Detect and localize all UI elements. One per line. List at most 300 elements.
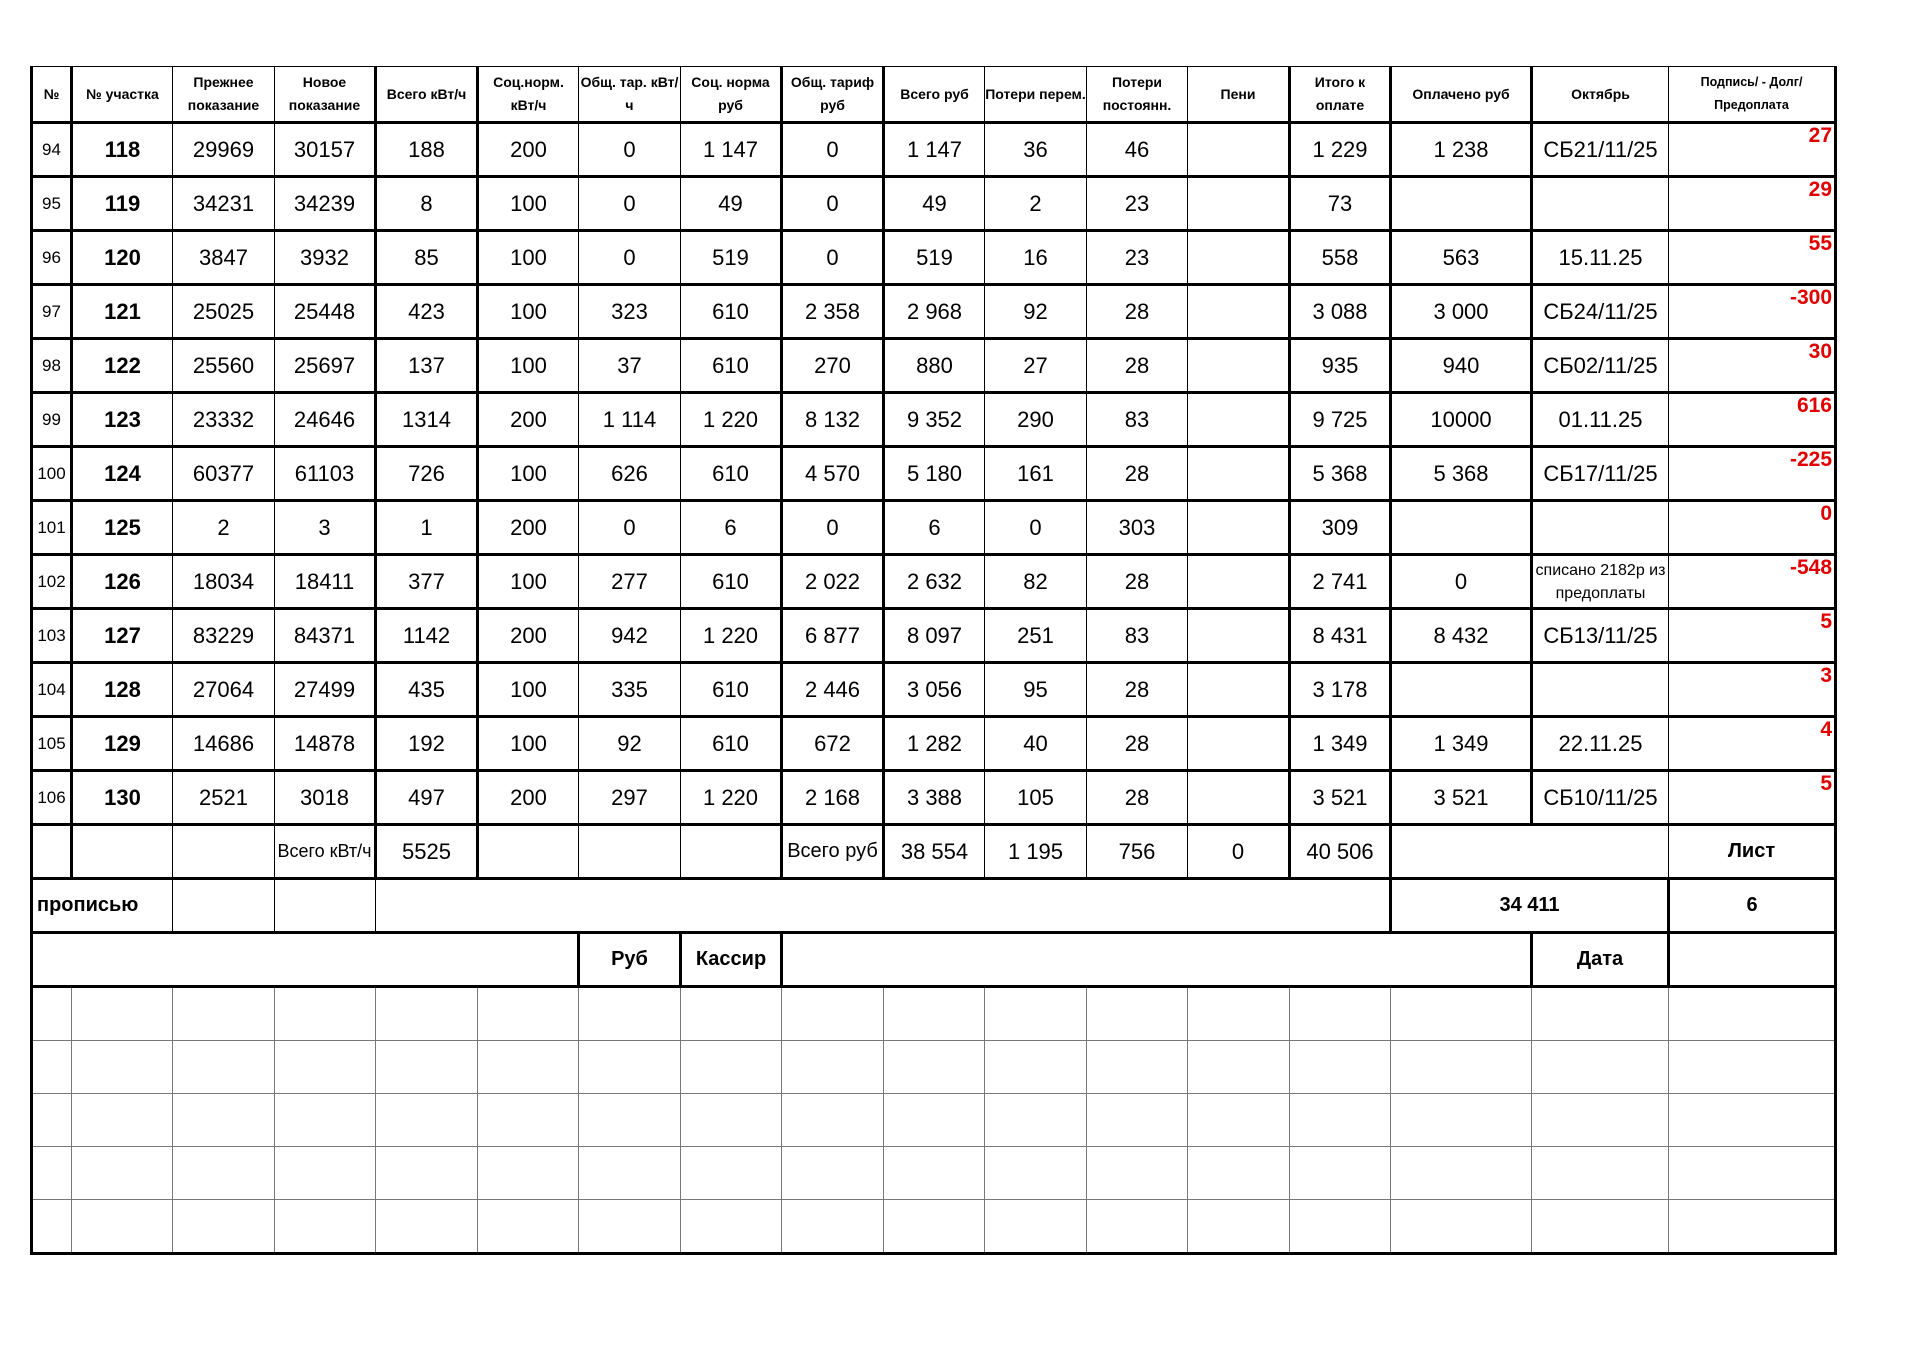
header-total-rub: Всего руб bbox=[884, 67, 985, 123]
total-rub-label: Всего руб bbox=[782, 825, 884, 879]
header-paid-rub: Оплачено руб bbox=[1391, 67, 1532, 123]
empty-cell bbox=[681, 1041, 782, 1094]
ledger-sheet bbox=[30, 66, 1837, 1255]
cell-total-to-pay: 3 521 bbox=[1290, 771, 1391, 825]
empty-cell bbox=[884, 1041, 985, 1094]
empty-cell bbox=[782, 987, 884, 1041]
cell-variable-losses: 161 bbox=[985, 447, 1087, 501]
cell-paid-rub bbox=[1391, 663, 1532, 717]
cell-total-rub: 519 bbox=[884, 231, 985, 285]
cashier-label: Кассир bbox=[681, 933, 782, 987]
cell-paid-rub: 8 432 bbox=[1391, 609, 1532, 663]
empty-cell bbox=[1669, 1147, 1836, 1200]
cell-previous-reading: 23332 bbox=[173, 393, 275, 447]
empty-cell bbox=[1290, 1094, 1391, 1147]
cell-total-to-pay: 3 178 bbox=[1290, 663, 1391, 717]
empty-cell bbox=[579, 987, 681, 1041]
cell-general-tariff-rub: 0 bbox=[782, 501, 884, 555]
cell-october-payment: списано 2182р из предоплаты bbox=[1532, 555, 1669, 609]
cell-new-reading: 27499 bbox=[275, 663, 376, 717]
total-kwh-value: 5525 bbox=[376, 825, 478, 879]
empty-cell bbox=[1391, 1147, 1532, 1200]
cell-paid-rub: 940 bbox=[1391, 339, 1532, 393]
header-variable-losses: Потери перем. bbox=[985, 67, 1087, 123]
header-social-norm-rub: Соц. норма руб bbox=[681, 67, 782, 123]
empty-cell bbox=[275, 1041, 376, 1094]
cell-social-norm-kwh: 200 bbox=[478, 771, 579, 825]
cell-previous-reading: 3847 bbox=[173, 231, 275, 285]
empty-cell bbox=[985, 987, 1087, 1041]
empty-cell bbox=[32, 1147, 72, 1200]
empty-cell bbox=[32, 987, 72, 1041]
table-row bbox=[32, 771, 1836, 825]
cell-total-kwh: 85 bbox=[376, 231, 478, 285]
cell-general-tariff-rub: 0 bbox=[782, 123, 884, 177]
cell-constant-losses: 23 bbox=[1087, 177, 1188, 231]
empty-grid-row bbox=[32, 1094, 1836, 1147]
cell-constant-losses: 28 bbox=[1087, 663, 1188, 717]
cell-general-tariff-rub: 0 bbox=[782, 231, 884, 285]
cell-row-number: 105 bbox=[32, 717, 72, 771]
empty-cell bbox=[1188, 1147, 1290, 1200]
cell-paid-rub: 1 238 bbox=[1391, 123, 1532, 177]
empty-cell bbox=[376, 1147, 478, 1200]
totals-row bbox=[32, 825, 1836, 879]
cell-debt-prepayment: 55 bbox=[1669, 231, 1836, 285]
in-words-field bbox=[376, 879, 1391, 933]
empty-cell bbox=[1669, 987, 1836, 1041]
cell-social-norm-rub: 610 bbox=[681, 555, 782, 609]
cell-debt-prepayment: 4 bbox=[1669, 717, 1836, 771]
cell-constant-losses: 46 bbox=[1087, 123, 1188, 177]
cell-social-norm-rub: 49 bbox=[681, 177, 782, 231]
table-row bbox=[32, 123, 1836, 177]
cell-total-kwh: 497 bbox=[376, 771, 478, 825]
cell-social-norm-kwh: 200 bbox=[478, 609, 579, 663]
cell-previous-reading: 18034 bbox=[173, 555, 275, 609]
cell-plot-number: 129 bbox=[72, 717, 173, 771]
empty-cell bbox=[275, 1147, 376, 1200]
empty-cell bbox=[1391, 987, 1532, 1041]
cell-total-to-pay: 309 bbox=[1290, 501, 1391, 555]
cell-row-number: 96 bbox=[32, 231, 72, 285]
cell-general-tariff-rub: 2 446 bbox=[782, 663, 884, 717]
cell-total-kwh: 188 bbox=[376, 123, 478, 177]
cell-constant-losses: 303 bbox=[1087, 501, 1188, 555]
cell-total-kwh: 726 bbox=[376, 447, 478, 501]
cell-social-norm-rub: 1 220 bbox=[681, 609, 782, 663]
empty-cell bbox=[32, 1200, 72, 1254]
header-october-payment: Октябрь bbox=[1532, 67, 1669, 123]
cell-october-payment: СБ02/11/25 bbox=[1532, 339, 1669, 393]
empty-cell bbox=[275, 987, 376, 1041]
cell-new-reading: 3932 bbox=[275, 231, 376, 285]
empty-cell bbox=[173, 1200, 275, 1254]
cell-general-tariff-rub: 2 168 bbox=[782, 771, 884, 825]
cell-social-norm-rub: 610 bbox=[681, 285, 782, 339]
empty-cell bbox=[275, 1200, 376, 1254]
empty-cell bbox=[376, 1200, 478, 1254]
empty-cell bbox=[478, 1200, 579, 1254]
cell-general-tariff-kwh: 0 bbox=[579, 501, 681, 555]
cell-variable-losses: 105 bbox=[985, 771, 1087, 825]
cell-constant-losses: 28 bbox=[1087, 285, 1188, 339]
cell-constant-losses: 83 bbox=[1087, 609, 1188, 663]
cell-total-rub: 8 097 bbox=[884, 609, 985, 663]
cell-general-tariff-kwh: 0 bbox=[579, 177, 681, 231]
empty-cell bbox=[376, 1041, 478, 1094]
cell-paid-rub: 563 bbox=[1391, 231, 1532, 285]
cell-social-norm-rub: 519 bbox=[681, 231, 782, 285]
cell-variable-losses: 95 bbox=[985, 663, 1087, 717]
words-cell bbox=[275, 879, 376, 933]
cell-penalty bbox=[1188, 555, 1290, 609]
empty-cell bbox=[1188, 1200, 1290, 1254]
cell-penalty bbox=[1188, 123, 1290, 177]
cell-total-rub: 1 147 bbox=[884, 123, 985, 177]
cell-social-norm-rub: 6 bbox=[681, 501, 782, 555]
cell-total-kwh: 1314 bbox=[376, 393, 478, 447]
cell-total-to-pay: 1 349 bbox=[1290, 717, 1391, 771]
cell-previous-reading: 2521 bbox=[173, 771, 275, 825]
table-row bbox=[32, 177, 1836, 231]
empty-cell bbox=[1669, 1094, 1836, 1147]
electricity-ledger-table bbox=[30, 66, 1837, 1255]
cell-variable-losses: 0 bbox=[985, 501, 1087, 555]
cell-variable-losses: 251 bbox=[985, 609, 1087, 663]
cell-total-kwh: 8 bbox=[376, 177, 478, 231]
empty-cell bbox=[1532, 1094, 1669, 1147]
cell-variable-losses: 290 bbox=[985, 393, 1087, 447]
paid-total-value: 34 411 bbox=[1391, 879, 1669, 933]
cell-paid-rub: 3 521 bbox=[1391, 771, 1532, 825]
cell-total-to-pay: 3 088 bbox=[1290, 285, 1391, 339]
empty-cell bbox=[1290, 1147, 1391, 1200]
empty-cell bbox=[1391, 1200, 1532, 1254]
empty-cell bbox=[72, 1200, 173, 1254]
empty-cell bbox=[1188, 1041, 1290, 1094]
table-row bbox=[32, 663, 1836, 717]
cell-total-kwh: 377 bbox=[376, 555, 478, 609]
cell-plot-number: 126 bbox=[72, 555, 173, 609]
amount-in-words-row bbox=[32, 879, 1836, 933]
cell-general-tariff-kwh: 297 bbox=[579, 771, 681, 825]
empty-cell bbox=[376, 987, 478, 1041]
empty-cell bbox=[1087, 1041, 1188, 1094]
cell-penalty bbox=[1188, 339, 1290, 393]
empty-cell bbox=[275, 1094, 376, 1147]
header-constant-losses: Потери постоянн. bbox=[1087, 67, 1188, 123]
empty-grid-row bbox=[32, 1200, 1836, 1254]
total-rub-value: 38 554 bbox=[884, 825, 985, 879]
cell-general-tariff-rub: 6 877 bbox=[782, 609, 884, 663]
empty-cell bbox=[173, 1041, 275, 1094]
empty-cell bbox=[1188, 1094, 1290, 1147]
cell-penalty bbox=[1188, 771, 1290, 825]
cell-social-norm-rub: 610 bbox=[681, 447, 782, 501]
cell-general-tariff-kwh: 942 bbox=[579, 609, 681, 663]
cashier-blank bbox=[32, 933, 579, 987]
empty-grid-row bbox=[32, 1147, 1836, 1200]
header-plot-number: № участка bbox=[72, 67, 173, 123]
cell-total-rub: 880 bbox=[884, 339, 985, 393]
empty-cell bbox=[72, 987, 173, 1041]
total-penalty: 0 bbox=[1188, 825, 1290, 879]
cell-constant-losses: 28 bbox=[1087, 717, 1188, 771]
empty-cell bbox=[884, 1147, 985, 1200]
cell-new-reading: 34239 bbox=[275, 177, 376, 231]
header-debt-prepayment: Подпись/ - Долг/Предоплата bbox=[1669, 67, 1836, 123]
empty-cell bbox=[1087, 987, 1188, 1041]
empty-cell bbox=[681, 987, 782, 1041]
cell-debt-prepayment: -548 bbox=[1669, 555, 1836, 609]
cell-total-rub: 1 282 bbox=[884, 717, 985, 771]
cell-penalty bbox=[1188, 393, 1290, 447]
cell-plot-number: 122 bbox=[72, 339, 173, 393]
cell-debt-prepayment: 3 bbox=[1669, 663, 1836, 717]
totals-cell bbox=[1391, 825, 1669, 879]
cell-total-rub: 5 180 bbox=[884, 447, 985, 501]
cell-debt-prepayment: -300 bbox=[1669, 285, 1836, 339]
cell-general-tariff-rub: 8 132 bbox=[782, 393, 884, 447]
cell-october-payment: 22.11.25 bbox=[1532, 717, 1669, 771]
cell-row-number: 100 bbox=[32, 447, 72, 501]
empty-cell bbox=[1391, 1094, 1532, 1147]
cell-new-reading: 30157 bbox=[275, 123, 376, 177]
cell-previous-reading: 83229 bbox=[173, 609, 275, 663]
cell-total-to-pay: 8 431 bbox=[1290, 609, 1391, 663]
cell-variable-losses: 27 bbox=[985, 339, 1087, 393]
empty-cell bbox=[1290, 987, 1391, 1041]
header-total-to-pay: Итого к оплате bbox=[1290, 67, 1391, 123]
cell-general-tariff-kwh: 335 bbox=[579, 663, 681, 717]
cell-total-kwh: 192 bbox=[376, 717, 478, 771]
header-new-reading: Новое показание bbox=[275, 67, 376, 123]
table-row bbox=[32, 501, 1836, 555]
cell-october-payment: 15.11.25 bbox=[1532, 231, 1669, 285]
cell-variable-losses: 40 bbox=[985, 717, 1087, 771]
cell-row-number: 95 bbox=[32, 177, 72, 231]
cell-plot-number: 124 bbox=[72, 447, 173, 501]
rub-label: Руб bbox=[579, 933, 681, 987]
cell-constant-losses: 28 bbox=[1087, 447, 1188, 501]
empty-cell bbox=[478, 1041, 579, 1094]
empty-cell bbox=[1532, 1041, 1669, 1094]
cell-plot-number: 120 bbox=[72, 231, 173, 285]
cell-total-rub: 9 352 bbox=[884, 393, 985, 447]
empty-cell bbox=[72, 1094, 173, 1147]
cell-new-reading: 3 bbox=[275, 501, 376, 555]
cell-constant-losses: 83 bbox=[1087, 393, 1188, 447]
empty-cell bbox=[579, 1147, 681, 1200]
cell-paid-rub: 3 000 bbox=[1391, 285, 1532, 339]
cell-penalty bbox=[1188, 231, 1290, 285]
empty-cell bbox=[478, 1147, 579, 1200]
cell-general-tariff-rub: 672 bbox=[782, 717, 884, 771]
empty-cell bbox=[1532, 1147, 1669, 1200]
empty-cell bbox=[72, 1147, 173, 1200]
cell-social-norm-kwh: 100 bbox=[478, 177, 579, 231]
cell-row-number: 97 bbox=[32, 285, 72, 339]
cell-plot-number: 118 bbox=[72, 123, 173, 177]
cell-total-to-pay: 2 741 bbox=[1290, 555, 1391, 609]
cell-variable-losses: 92 bbox=[985, 285, 1087, 339]
cell-row-number: 103 bbox=[32, 609, 72, 663]
empty-cell bbox=[1087, 1147, 1188, 1200]
cell-total-to-pay: 558 bbox=[1290, 231, 1391, 285]
cell-debt-prepayment: -225 bbox=[1669, 447, 1836, 501]
cell-constant-losses: 23 bbox=[1087, 231, 1188, 285]
cell-previous-reading: 27064 bbox=[173, 663, 275, 717]
cell-previous-reading: 25025 bbox=[173, 285, 275, 339]
cell-previous-reading: 34231 bbox=[173, 177, 275, 231]
totals-cell bbox=[72, 825, 173, 879]
cell-social-norm-kwh: 100 bbox=[478, 447, 579, 501]
cell-debt-prepayment: 29 bbox=[1669, 177, 1836, 231]
cell-total-kwh: 423 bbox=[376, 285, 478, 339]
cell-constant-losses: 28 bbox=[1087, 555, 1188, 609]
empty-cell bbox=[32, 1094, 72, 1147]
cell-paid-rub: 0 bbox=[1391, 555, 1532, 609]
empty-cell bbox=[1669, 1200, 1836, 1254]
date-field bbox=[1669, 933, 1836, 987]
cell-general-tariff-rub: 2 022 bbox=[782, 555, 884, 609]
cell-row-number: 102 bbox=[32, 555, 72, 609]
totals-cell bbox=[173, 825, 275, 879]
empty-cell bbox=[1532, 1200, 1669, 1254]
cashier-row bbox=[32, 933, 1836, 987]
cell-plot-number: 127 bbox=[72, 609, 173, 663]
totals-cell bbox=[32, 825, 72, 879]
cell-variable-losses: 36 bbox=[985, 123, 1087, 177]
cell-penalty bbox=[1188, 447, 1290, 501]
cell-debt-prepayment: 0 bbox=[1669, 501, 1836, 555]
cell-total-kwh: 137 bbox=[376, 339, 478, 393]
empty-cell bbox=[579, 1200, 681, 1254]
empty-cell bbox=[1087, 1200, 1188, 1254]
cell-total-kwh: 1142 bbox=[376, 609, 478, 663]
empty-cell bbox=[478, 987, 579, 1041]
cell-debt-prepayment: 5 bbox=[1669, 771, 1836, 825]
empty-cell bbox=[884, 987, 985, 1041]
cell-social-norm-rub: 610 bbox=[681, 339, 782, 393]
empty-cell bbox=[173, 1147, 275, 1200]
cell-general-tariff-rub: 4 570 bbox=[782, 447, 884, 501]
cell-social-norm-kwh: 100 bbox=[478, 663, 579, 717]
empty-grid-row bbox=[32, 987, 1836, 1041]
cell-new-reading: 25697 bbox=[275, 339, 376, 393]
cell-new-reading: 18411 bbox=[275, 555, 376, 609]
empty-cell bbox=[985, 1147, 1087, 1200]
cell-social-norm-rub: 1 220 bbox=[681, 771, 782, 825]
cell-previous-reading: 2 bbox=[173, 501, 275, 555]
header-social-norm-kwh: Соц.норм. кВт/ч bbox=[478, 67, 579, 123]
cell-plot-number: 119 bbox=[72, 177, 173, 231]
cell-general-tariff-kwh: 277 bbox=[579, 555, 681, 609]
cell-row-number: 98 bbox=[32, 339, 72, 393]
total-to-pay: 40 506 bbox=[1290, 825, 1391, 879]
header-previous-reading: Прежнее показание bbox=[173, 67, 275, 123]
empty-cell bbox=[32, 1041, 72, 1094]
cell-row-number: 104 bbox=[32, 663, 72, 717]
empty-cell bbox=[1188, 987, 1290, 1041]
cell-total-rub: 3 056 bbox=[884, 663, 985, 717]
totals-cell bbox=[579, 825, 681, 879]
cell-general-tariff-kwh: 92 bbox=[579, 717, 681, 771]
cell-total-rub: 49 bbox=[884, 177, 985, 231]
cell-total-rub: 2 968 bbox=[884, 285, 985, 339]
table-row bbox=[32, 447, 1836, 501]
cell-plot-number: 128 bbox=[72, 663, 173, 717]
cell-plot-number: 123 bbox=[72, 393, 173, 447]
empty-cell bbox=[579, 1094, 681, 1147]
cell-total-to-pay: 1 229 bbox=[1290, 123, 1391, 177]
cell-general-tariff-rub: 2 358 bbox=[782, 285, 884, 339]
cell-social-norm-kwh: 100 bbox=[478, 555, 579, 609]
cell-row-number: 94 bbox=[32, 123, 72, 177]
table-row bbox=[32, 231, 1836, 285]
cell-debt-prepayment: 30 bbox=[1669, 339, 1836, 393]
cell-social-norm-kwh: 100 bbox=[478, 285, 579, 339]
cell-plot-number: 130 bbox=[72, 771, 173, 825]
cell-paid-rub bbox=[1391, 177, 1532, 231]
empty-cell bbox=[681, 1147, 782, 1200]
cell-penalty bbox=[1188, 609, 1290, 663]
cell-october-payment: СБ24/11/25 bbox=[1532, 285, 1669, 339]
cell-constant-losses: 28 bbox=[1087, 771, 1188, 825]
cell-previous-reading: 60377 bbox=[173, 447, 275, 501]
cell-total-kwh: 435 bbox=[376, 663, 478, 717]
cell-general-tariff-rub: 270 bbox=[782, 339, 884, 393]
cell-october-payment: СБ17/11/25 bbox=[1532, 447, 1669, 501]
cell-penalty bbox=[1188, 177, 1290, 231]
sheet-label: Лист bbox=[1669, 825, 1836, 879]
cell-social-norm-rub: 610 bbox=[681, 663, 782, 717]
empty-cell bbox=[884, 1094, 985, 1147]
cell-total-to-pay: 73 bbox=[1290, 177, 1391, 231]
cell-variable-losses: 16 bbox=[985, 231, 1087, 285]
totals-cell bbox=[681, 825, 782, 879]
cell-general-tariff-kwh: 1 114 bbox=[579, 393, 681, 447]
cell-total-rub: 3 388 bbox=[884, 771, 985, 825]
empty-cell bbox=[376, 1094, 478, 1147]
table-row bbox=[32, 393, 1836, 447]
cell-paid-rub: 5 368 bbox=[1391, 447, 1532, 501]
cell-social-norm-kwh: 200 bbox=[478, 393, 579, 447]
empty-cell bbox=[1391, 1041, 1532, 1094]
cell-row-number: 99 bbox=[32, 393, 72, 447]
empty-cell bbox=[985, 1200, 1087, 1254]
cell-general-tariff-kwh: 37 bbox=[579, 339, 681, 393]
empty-cell bbox=[1669, 1041, 1836, 1094]
cell-paid-rub: 1 349 bbox=[1391, 717, 1532, 771]
cell-total-to-pay: 9 725 bbox=[1290, 393, 1391, 447]
table-row bbox=[32, 717, 1836, 771]
empty-cell bbox=[173, 987, 275, 1041]
cell-social-norm-kwh: 200 bbox=[478, 501, 579, 555]
cell-debt-prepayment: 616 bbox=[1669, 393, 1836, 447]
cell-row-number: 101 bbox=[32, 501, 72, 555]
cell-new-reading: 14878 bbox=[275, 717, 376, 771]
empty-cell bbox=[72, 1041, 173, 1094]
cell-october-payment bbox=[1532, 177, 1669, 231]
cell-plot-number: 121 bbox=[72, 285, 173, 339]
cell-october-payment bbox=[1532, 663, 1669, 717]
cell-social-norm-rub: 1 147 bbox=[681, 123, 782, 177]
empty-cell bbox=[173, 1094, 275, 1147]
cell-paid-rub: 10000 bbox=[1391, 393, 1532, 447]
cell-total-rub: 2 632 bbox=[884, 555, 985, 609]
